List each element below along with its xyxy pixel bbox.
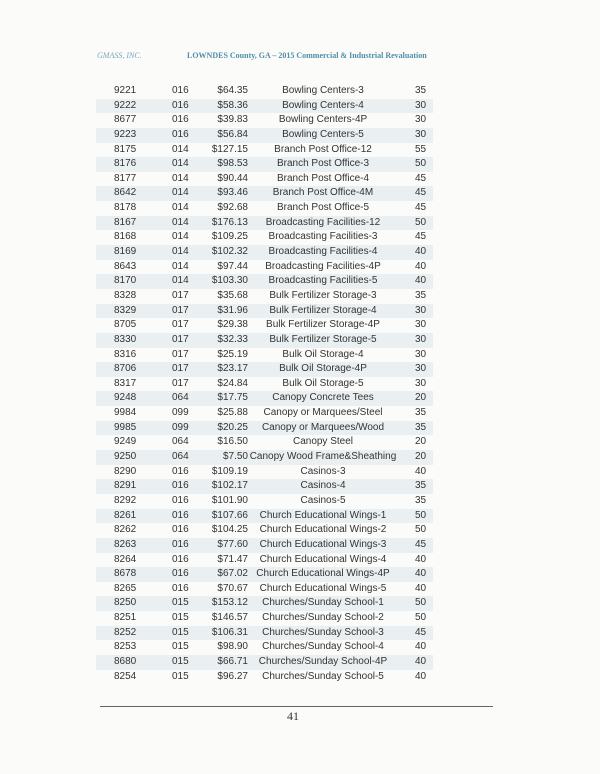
table-row: [96, 655, 433, 670]
cell-id: 9984: [114, 407, 137, 419]
cell-life: 35: [415, 407, 427, 419]
cell-description: Branch Post Office-4: [276, 172, 370, 184]
table-row: [96, 84, 433, 99]
cell-life: 40: [415, 568, 427, 580]
cell-price: $176.13: [211, 216, 248, 228]
table-row: [96, 289, 433, 304]
cell-price: $71.47: [217, 553, 248, 565]
cell-code: 014: [172, 143, 189, 155]
cell-id: 8706: [114, 363, 137, 375]
table-row: [96, 640, 433, 655]
cell-code: 017: [172, 304, 189, 316]
cell-description: Church Educational Wings-2: [259, 524, 387, 536]
cell-description: Bulk Fertilizer Storage-4P: [266, 319, 380, 331]
cell-id: 8678: [114, 568, 137, 580]
cell-description: Church Educational Wings-4P: [256, 568, 390, 580]
cell-life: 35: [415, 480, 427, 492]
cell-price: $98.53: [217, 158, 248, 170]
cell-life: 45: [415, 202, 427, 214]
table-row: [96, 450, 433, 465]
cell-description: Churches/Sunday School-1: [262, 597, 384, 609]
cell-id: 9222: [114, 99, 137, 111]
cell-code: 016: [172, 85, 189, 96]
table-row: [96, 201, 433, 216]
cell-description: Bulk Fertilizer Storage-5: [269, 333, 377, 345]
cell-life: 30: [415, 114, 427, 126]
table-row: [96, 626, 433, 641]
cell-life: 40: [415, 465, 427, 477]
cell-description: Casinos-5: [300, 494, 346, 506]
cell-code: 015: [172, 641, 189, 653]
cell-price: $7.50: [222, 451, 248, 463]
cell-description: Branch Post Office-5: [276, 202, 370, 214]
cell-description: Bowling Centers-3: [282, 85, 364, 96]
cell-life: 40: [415, 260, 427, 272]
cell-description: Broadcasting Facilities-4: [268, 246, 378, 258]
cell-description: Branch Post Office-3: [276, 158, 370, 170]
cell-price: $25.88: [217, 407, 248, 419]
cell-description: Bulk Fertilizer Storage-3: [269, 289, 377, 301]
cell-price: $107.66: [211, 509, 248, 521]
table-row: [96, 611, 433, 626]
cell-price: $102.32: [211, 246, 248, 258]
table-row: [96, 596, 433, 611]
cell-price: $96.27: [217, 670, 248, 682]
cell-code: 016: [172, 465, 189, 477]
cell-price: $24.84: [217, 377, 248, 389]
table-row: [96, 216, 433, 231]
cell-code: 016: [172, 99, 189, 111]
cell-price: $153.12: [211, 597, 248, 609]
cell-description: Broadcasting Facilities-12: [265, 216, 381, 228]
cell-id: 8176: [114, 158, 137, 170]
table-row: [96, 172, 433, 187]
table-row: [96, 113, 433, 128]
cell-description: Branch Post Office-4M: [272, 187, 374, 199]
cell-life: 30: [415, 363, 427, 375]
cell-code: 017: [172, 319, 189, 331]
table-row: [96, 274, 433, 289]
table-row: [96, 523, 433, 538]
cell-price: $103.30: [211, 275, 248, 287]
table-row: [96, 421, 433, 436]
cell-price: $98.90: [217, 641, 248, 653]
cell-description: Churches/Sunday School-4: [262, 641, 384, 653]
table-row: [96, 157, 433, 172]
cell-code: 017: [172, 363, 189, 375]
cell-code: 014: [172, 172, 189, 184]
cell-price: $56.84: [217, 128, 248, 140]
cell-life: 35: [415, 494, 427, 506]
cell-price: $109.19: [211, 465, 248, 477]
cell-price: $127.15: [211, 143, 248, 155]
cell-id: 9249: [114, 436, 137, 448]
cell-description: Churches/Sunday School-3: [262, 626, 384, 638]
cell-life: 50: [415, 612, 427, 624]
table-row: [96, 348, 433, 363]
cell-id: 9223: [114, 128, 137, 140]
table-row: [96, 509, 433, 524]
cell-code: 017: [172, 289, 189, 301]
cell-code: 017: [172, 333, 189, 345]
cell-id: 8330: [114, 333, 137, 345]
cell-price: $93.46: [217, 187, 248, 199]
cell-price: $39.83: [217, 114, 248, 126]
cell-id: 8642: [114, 187, 137, 199]
cell-description: Churches/Sunday School-5: [262, 670, 384, 682]
cell-id: 9248: [114, 392, 137, 404]
cell-code: 014: [172, 216, 189, 228]
cell-life: 45: [415, 538, 427, 550]
cell-code: 064: [172, 451, 189, 463]
table-row: [96, 99, 433, 114]
cell-price: $20.25: [217, 421, 248, 433]
cell-description: Bowling Centers-5: [282, 128, 364, 140]
cell-code: 015: [172, 670, 189, 682]
cell-life: 30: [415, 319, 427, 331]
cell-description: Bulk Oil Storage-4P: [279, 363, 367, 375]
cell-code: 014: [172, 202, 189, 214]
table-row: [96, 186, 433, 201]
cell-life: 45: [415, 626, 427, 638]
cell-id: 8263: [114, 538, 137, 550]
table-row: [96, 391, 433, 406]
cell-price: $90.44: [217, 172, 248, 184]
cell-code: 014: [172, 187, 189, 199]
cell-id: 8169: [114, 246, 137, 258]
cell-id: 8167: [114, 216, 137, 228]
cell-price: $66.71: [217, 655, 248, 667]
cell-code: 016: [172, 568, 189, 580]
cell-id: 8705: [114, 319, 137, 331]
table-row: [96, 582, 433, 597]
cell-price: $104.25: [211, 524, 248, 536]
cell-life: 20: [415, 451, 427, 463]
cell-price: $67.02: [217, 568, 248, 580]
cost-table: [96, 84, 433, 684]
cell-description: Bowling Centers-4P: [278, 114, 368, 126]
cell-id: 8252: [114, 626, 137, 638]
cell-description: Casinos-3: [300, 465, 346, 477]
cell-life: 50: [415, 216, 427, 228]
table-row: [96, 260, 433, 275]
cell-description: Churches/Sunday School-2: [262, 612, 384, 624]
cell-life: 50: [415, 597, 427, 609]
cell-description: Church Educational Wings-4: [259, 553, 387, 565]
cell-price: $146.57: [211, 612, 248, 624]
cell-life: 30: [415, 99, 427, 111]
page-number: 41: [287, 709, 299, 723]
table-row: [96, 143, 433, 158]
cell-life: 30: [415, 348, 427, 360]
cell-price: $58.36: [217, 99, 248, 111]
cell-id: 8262: [114, 524, 137, 536]
table-row: [96, 465, 433, 480]
cell-id: 8178: [114, 202, 137, 214]
cell-description: Church Educational Wings-5: [259, 582, 387, 594]
cell-life: 40: [415, 275, 427, 287]
cell-price: $101.90: [211, 494, 248, 506]
cell-description: Canopy or Marquees/Steel: [263, 407, 383, 419]
table-row: [96, 567, 433, 582]
cell-code: 014: [172, 260, 189, 272]
cell-life: 20: [415, 436, 427, 448]
cell-code: 099: [172, 421, 189, 433]
cell-description: Canopy Concrete Tees: [272, 392, 374, 404]
table-row: [96, 333, 433, 348]
cell-id: 8292: [114, 494, 137, 506]
cell-life: 45: [415, 187, 427, 199]
cell-life: 40: [415, 553, 427, 565]
cell-life: 55: [415, 143, 427, 155]
cell-price: $92.68: [217, 202, 248, 214]
footer-divider: [100, 706, 493, 707]
cell-life: 20: [415, 392, 427, 404]
cell-code: 016: [172, 480, 189, 492]
cell-code: 017: [172, 348, 189, 360]
cell-id: 8329: [114, 304, 137, 316]
cell-id: 8254: [114, 670, 137, 682]
cell-life: 45: [415, 231, 427, 243]
cell-id: 9250: [114, 451, 137, 463]
cell-price: $106.31: [211, 626, 248, 638]
cell-id: 9221: [114, 85, 137, 96]
cell-description: Church Educational Wings-1: [259, 509, 387, 521]
cell-description: Broadcasting Facilities-5: [268, 275, 378, 287]
cell-code: 016: [172, 494, 189, 506]
cell-id: 8253: [114, 641, 137, 653]
table-row: [96, 245, 433, 260]
cell-life: 30: [415, 377, 427, 389]
cell-id: 8168: [114, 231, 137, 243]
cell-price: $70.67: [217, 582, 248, 594]
cell-description: Bowling Centers-4: [282, 99, 364, 111]
cell-id: 8265: [114, 582, 137, 594]
cell-life: 35: [415, 289, 427, 301]
cell-code: 014: [172, 158, 189, 170]
cell-id: 8290: [114, 465, 137, 477]
cell-price: $32.33: [217, 333, 248, 345]
document-title: LOWNDES County, GA – 2015 Commercial & Industrial Revaluation: [187, 51, 427, 60]
cell-id: 8317: [114, 377, 137, 389]
table-row: [96, 318, 433, 333]
cell-life: 50: [415, 158, 427, 170]
cell-life: 50: [415, 524, 427, 536]
table-row: [96, 230, 433, 245]
company-name: GMASS, INC.: [97, 51, 142, 60]
cell-description: Canopy Steel: [292, 436, 354, 448]
cell-life: 30: [415, 128, 427, 140]
cell-id: 8250: [114, 597, 137, 609]
cell-description: Canopy Wood Frame&Sheathing: [249, 451, 397, 463]
cell-description: Churches/Sunday School-4P: [258, 655, 388, 667]
table-row: [96, 479, 433, 494]
table-row: [96, 128, 433, 143]
table-row: [96, 362, 433, 377]
cell-id: 9985: [114, 421, 137, 433]
cell-description: Casinos-4: [300, 480, 346, 492]
cell-description: Canopy or Marquees/Wood: [261, 421, 385, 433]
cell-code: 014: [172, 231, 189, 243]
cell-code: 015: [172, 655, 189, 667]
cell-id: 8328: [114, 289, 137, 301]
cell-id: 8175: [114, 143, 137, 155]
cell-description: Church Educational Wings-3: [259, 538, 387, 550]
table-row: [96, 377, 433, 392]
cell-id: 8677: [114, 114, 137, 126]
table-row: [96, 406, 433, 421]
cell-description: Bulk Fertilizer Storage-4: [269, 304, 377, 316]
cell-life: 40: [415, 582, 427, 594]
table-row: [96, 538, 433, 553]
cell-life: 40: [415, 246, 427, 258]
cell-id: 8291: [114, 480, 137, 492]
cell-life: 30: [415, 304, 427, 316]
cell-code: 099: [172, 407, 189, 419]
cell-life: 40: [415, 641, 427, 653]
cell-price: $109.25: [211, 231, 248, 243]
cell-code: 016: [172, 538, 189, 550]
cell-code: 016: [172, 582, 189, 594]
table-row: [96, 670, 433, 685]
cell-description: Branch Post Office-12: [274, 143, 372, 155]
cell-id: 8264: [114, 553, 137, 565]
table-row: [96, 435, 433, 450]
cell-life: 30: [415, 333, 427, 345]
cell-code: 014: [172, 246, 189, 258]
cell-price: $25.19: [217, 348, 248, 360]
cell-code: 016: [172, 553, 189, 565]
cell-price: $29.38: [217, 319, 248, 331]
cell-code: 015: [172, 597, 189, 609]
cell-code: 015: [172, 612, 189, 624]
cell-price: $64.35: [217, 85, 248, 96]
cell-price: $102.17: [211, 480, 248, 492]
table-row: [96, 494, 433, 509]
cell-price: $35.68: [217, 289, 248, 301]
cell-id: 8643: [114, 260, 137, 272]
cell-life: 35: [415, 421, 427, 433]
cell-price: $17.75: [217, 392, 248, 404]
cell-price: $77.60: [217, 538, 248, 550]
cell-id: 8251: [114, 612, 137, 624]
cell-life: 40: [415, 655, 427, 667]
cell-price: $23.17: [217, 363, 248, 375]
cell-code: 016: [172, 128, 189, 140]
cell-life: 45: [415, 172, 427, 184]
cell-code: 016: [172, 114, 189, 126]
cell-code: 014: [172, 275, 189, 287]
cell-description: Bulk Oil Storage-4: [282, 348, 364, 360]
cell-id: 8170: [114, 275, 137, 287]
cell-code: 064: [172, 392, 189, 404]
cell-description: Broadcasting Facilities-3: [268, 231, 378, 243]
cell-price: $97.44: [217, 260, 248, 272]
cell-code: 015: [172, 626, 189, 638]
cell-code: 016: [172, 509, 189, 521]
cell-code: 064: [172, 436, 189, 448]
cell-price: $16.50: [217, 436, 248, 448]
cell-id: 8680: [114, 655, 137, 667]
cell-id: 8261: [114, 509, 137, 521]
cell-life: 35: [415, 85, 427, 96]
cell-id: 8177: [114, 172, 137, 184]
cell-description: Bulk Oil Storage-5: [282, 377, 364, 389]
cell-code: 017: [172, 377, 189, 389]
table-row: [96, 304, 433, 319]
cell-code: 016: [172, 524, 189, 536]
cell-price: $31.96: [217, 304, 248, 316]
table-row: [96, 553, 433, 568]
cell-life: 50: [415, 509, 427, 521]
cell-life: 40: [415, 670, 427, 682]
cell-id: 8316: [114, 348, 137, 360]
cell-description: Broadcasting Facilities-4P: [265, 260, 381, 272]
